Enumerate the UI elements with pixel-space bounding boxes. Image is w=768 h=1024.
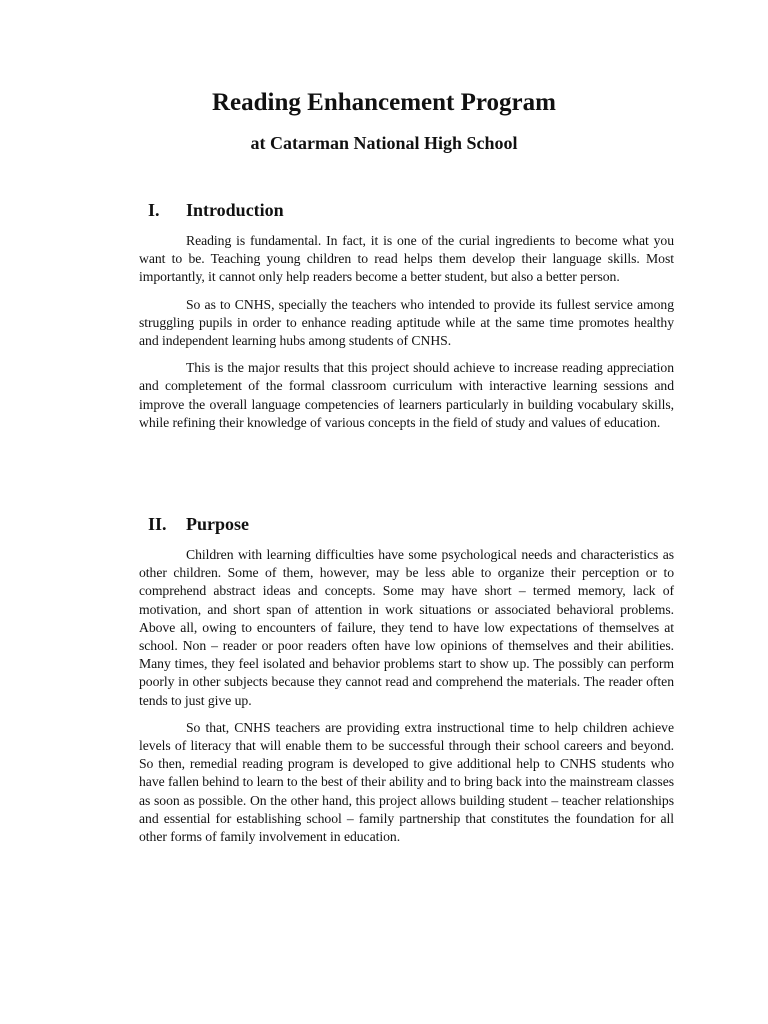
- paragraph: This is the major results that this project should achieve to increase reading appreciation and completement of the formal classroom curriculum with interactive learning sessions and improve the overall language competencies of learners particularly in building vocabulary skills, while refining their knowledge of various concepts in the field of study and values of education.: [139, 360, 674, 430]
- paragraph: Children with learning difficulties have some psychological needs and characteristics as other children. Some of them, however, may be less able to organize their perception or to comprehend abstract ideas and concepts. Some may have short – termed memory, lack of motivation, and short span of attention in work situations or associated behavioral problems. Above all, owing to encounters of failure, they tend to have low expectations of themselves at school. Non – reader or poor readers often have low opinions of themselves and their abilities. Many times, they feel isolated and behavior problems start to show up. The possibly can perform poorly in other subjects because they cannot read and comprehend the materials. The reader often tends to just give up.: [139, 547, 674, 708]
- section-heading-introduction: [148, 198, 284, 222]
- document-subtitle: at Catarman National High School: [250, 133, 518, 153]
- section-heading-purpose: [148, 512, 249, 536]
- section-body-purpose: [139, 546, 674, 855]
- document-title: Reading Enhancement Program: [212, 89, 556, 116]
- section-number: I.: [148, 200, 160, 220]
- section-title: Introduction: [186, 200, 284, 220]
- section-body-introduction: [139, 232, 674, 441]
- section-title: Purpose: [186, 514, 249, 534]
- paragraph: So that, CNHS teachers are providing extra instructional time to help children achieve levels of literacy that will enable them to be successful through their school careers and beyond. So then, remedial reading program is developed to give additional help to CNHS students who have fallen behind to learn to the best of their ability and to bring back into the mainstream classes as soon as possible. On the other hand, this project allows building student – teacher relationships and essential for establishing school – family partnership that constitutes the foundation for all other forms of family involvement in education.: [139, 719, 674, 845]
- paragraph: So as to CNHS, specially the teachers who intended to provide its fullest service among struggling pupils in order to enhance reading aptitude while at the same time promotes healthy and independent learning hubs among students of CNHS.: [139, 296, 674, 349]
- paragraph: Reading is fundamental. In fact, it is one of the curial ingredients to become what you want to be. Teaching young children to read helps them develop their language skills. Most importantly, it cannot only help readers become a better student, but also a better person.: [139, 233, 674, 285]
- section-number: II.: [148, 514, 167, 534]
